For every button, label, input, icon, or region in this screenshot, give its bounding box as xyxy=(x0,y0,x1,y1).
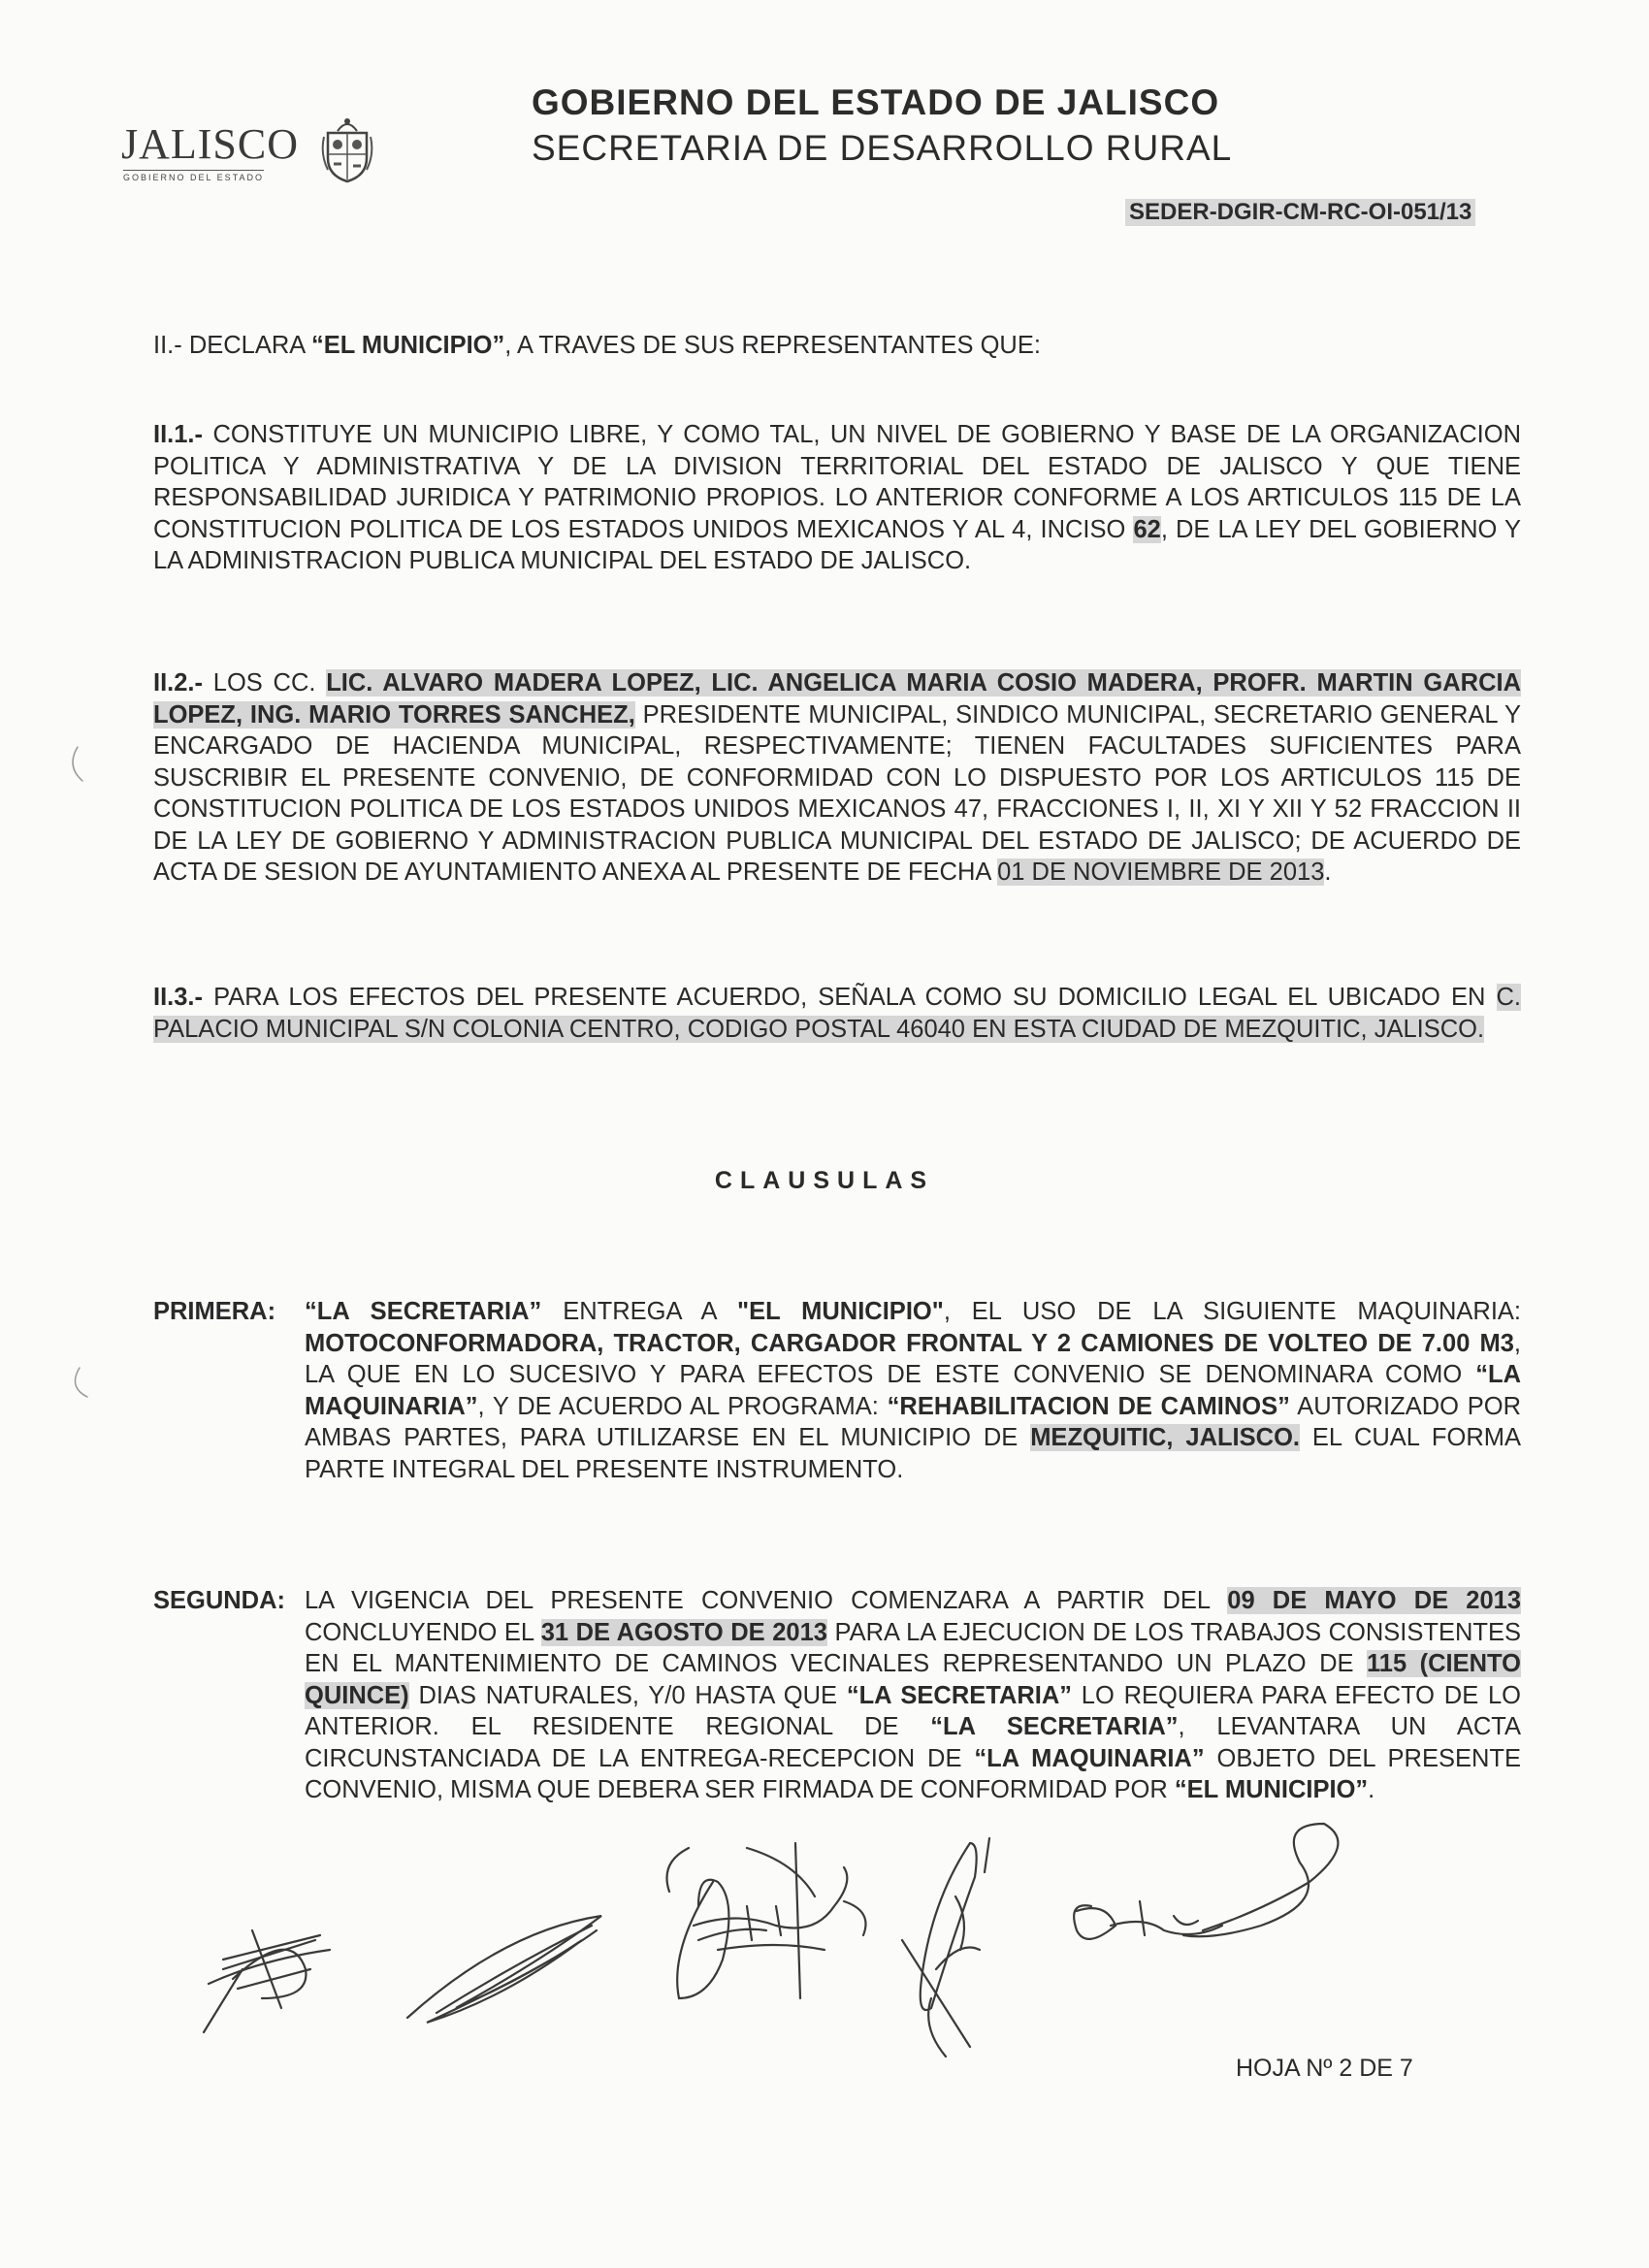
signature-5 xyxy=(1074,1824,1338,1939)
paragraph-ii-2-date: 01 DE NOVIEMBRE DE 2013 xyxy=(997,859,1325,886)
clausulas-heading: CLAUSULAS xyxy=(714,1167,935,1194)
clause-segunda xyxy=(153,1585,1521,1806)
scan-mark-1 xyxy=(73,747,82,781)
section-ii-heading xyxy=(153,330,1521,362)
segunda-text-2: CONCLUYENDO EL xyxy=(305,1618,541,1646)
primera-machinery-list: MOTOCONFORMADORA, TRACTOR, CARGADOR FRONTAL Y 2 CAMIONES DE VOLTEO DE 7.00 M3 xyxy=(305,1329,1514,1357)
segunda-municipio: “EL MUNICIPIO” xyxy=(1174,1776,1369,1803)
segunda-text-8: . xyxy=(1368,1776,1375,1803)
segunda-secretaria-1: “LA SECRETARIA” xyxy=(846,1681,1073,1709)
state-seal-icon xyxy=(320,115,374,183)
segunda-end-date: 31 DE AGOSTO DE 2013 xyxy=(540,1618,827,1646)
primera-maquinaria: “LA MAQUINARIA” xyxy=(305,1361,1521,1420)
paragraph-ii-2-text-3: . xyxy=(1324,859,1332,886)
segunda-text-6: , LEVANTARA UN ACTA CIRCUNSTANCIADA DE LA ENTREGA-RECEPCION DE xyxy=(305,1713,1521,1772)
paragraph-ii-3 xyxy=(153,982,1521,1045)
primera-text-4: , Y DE ACUERDO AL PROGRAMA: xyxy=(477,1392,888,1420)
paragraph-ii-1-inciso: 62 xyxy=(1133,515,1161,543)
logo-subtext: GOBIERNO DEL ESTADO xyxy=(123,170,264,182)
segunda-text-3: PARA LA EJECUCION DE LOS TRABAJOS CONSISTENTES EN EL MANTENIMIENTO DE CAMINOS VECINALES REPRESENTANDO UN PLAZO DE xyxy=(305,1618,1521,1677)
paragraph-ii-3-text-1: PARA LOS EFECTOS DEL PRESENTE ACUERDO, SEÑALA COMO SU DOMICILIO LEGAL EL UBICADO EN xyxy=(203,984,1497,1011)
paragraph-ii-2-text-2: PRESIDENTE MUNICIPAL, SINDICO MUNICIPAL, SECRETARIO GENERAL Y ENCARGADO DE HACIENDA MUNICIPAL, RESPECTIVAMENTE; TIENEN FACULTADES SUFICIENTES PARA SUSCRIBIR EL PRESENTE CONVENIO, DE CONFORMIDAD CON LO DISPUESTO POR LOS ARTICULOS 115 DE CONSTITUCION POLITICA DE LOS ESTADOS UNIDOS MEXICANOS 47, FRACCIONES I, II, XI Y XII Y 52 FRACCION II DE LA LEY DE GOBIERNO Y ADMINISTRACION PUBLICA MUNICIPAL DEL ESTADO DE JALISCO; DE ACUERDO DE ACTA DE SESION DE AYUNTAMIENTO ANEXA AL PRESENTE DE FECHA xyxy=(153,700,1521,886)
signature-1 xyxy=(204,1930,330,2032)
clause-primera-label: PRIMERA: xyxy=(153,1298,276,1325)
section-ii-municipio: “EL MUNICIPIO” xyxy=(310,332,505,359)
section-ii-prefix: II.- DECLARA xyxy=(153,332,311,359)
primera-text-2: , EL USO DE LA SIGUIENTE MAQUINARIA: xyxy=(943,1298,1521,1325)
primera-program: “REHABILITACION DE CAMINOS” xyxy=(887,1392,1290,1420)
paragraph-ii-2-number: II.2.- xyxy=(153,669,204,697)
segunda-text-4: DIAS NATURALES, Y/0 HASTA QUE xyxy=(408,1681,847,1709)
signature-3 xyxy=(667,1843,866,1998)
jalisco-logo xyxy=(121,112,373,189)
primera-text-5: AUTORIZADO POR AMBAS PARTES, PARA UTILIZARSE EN EL MUNICIPIO DE xyxy=(305,1392,1522,1451)
paragraph-ii-2-text-1: LOS CC. xyxy=(203,669,327,697)
paragraph-ii-3-number: II.3.- xyxy=(153,984,204,1011)
primera-secretaria: “LA SECRETARIA” xyxy=(305,1298,542,1325)
clause-segunda-label: SEGUNDA: xyxy=(153,1587,286,1614)
scan-mark-2 xyxy=(76,1368,88,1397)
segunda-term-days: 115 (CIENTO QUINCE) xyxy=(305,1650,1522,1709)
paragraph-ii-1 xyxy=(153,419,1521,577)
paragraph-ii-2 xyxy=(153,667,1521,889)
segunda-secretaria-2: “LA SECRETARIA” xyxy=(930,1713,1179,1740)
segunda-text-1: LA VIGENCIA DEL PRESENTE CONVENIO COMENZARA A PARTIR DEL xyxy=(305,1587,1228,1614)
paragraph-ii-3-address: C. PALACIO MUNICIPAL S/N COLONIA CENTRO, CODIGO POSTAL 46040 EN ESTA CIUDAD DE MEZQUITIC, JALISCO. xyxy=(153,984,1521,1043)
clause-primera xyxy=(153,1296,1521,1485)
primera-text-1: ENTREGA A xyxy=(541,1298,738,1325)
paragraph-ii-1-number: II.1.- xyxy=(153,421,204,448)
header-subtitle: SECRETARIA DE DESARROLLO RURAL xyxy=(532,128,1233,168)
segunda-start-date: 09 DE MAYO DE 2013 xyxy=(1227,1587,1521,1614)
segunda-text-7: OBJETO DEL PRESENTE CONVENIO, MISMA QUE DEBERA SER FIRMADA DE CONFORMIDAD POR xyxy=(305,1744,1521,1803)
paragraph-ii-1-text-2: , DE LA LEY DEL GOBIERNO Y LA ADMINISTRACION PUBLICA MUNICIPAL DEL ESTADO DE JALISCO. xyxy=(153,515,1521,574)
section-ii-suffix: , A TRAVES DE SUS REPRESENTANTES QUE: xyxy=(504,332,1041,359)
reference-number: SEDER-DGIR-CM-RC-OI-051/13 xyxy=(1125,199,1475,226)
signature-4 xyxy=(902,1838,989,2057)
primera-municipio: "EL MUNICIPIO" xyxy=(737,1298,944,1325)
segunda-text-5: LO REQUIERA PARA EFECTO DE LO ANTERIOR. EL RESIDENTE REGIONAL DE xyxy=(305,1681,1521,1740)
header-title: GOBIERNO DEL ESTADO DE JALISCO xyxy=(532,82,1220,122)
clause-segunda-text xyxy=(305,1585,1521,1806)
page-number: HOJA Nº 2 DE 7 xyxy=(1236,2055,1413,2082)
segunda-maquinaria: “LA MAQUINARIA” xyxy=(974,1744,1205,1772)
primera-text-3: , LA QUE EN LO SUCESIVO Y PARA EFECTOS DE ESTE CONVENIO SE DENOMINARA COMO xyxy=(305,1329,1521,1388)
paragraph-ii-2-names: LIC. ALVARO MADERA LOPEZ, LIC. ANGELICA MARIA COSIO MADERA, PROFR. MARTIN GARCIA LOPEZ, ING. MARIO TORRES SANCHEZ, xyxy=(153,669,1521,729)
primera-text-6: EL CUAL FORMA PARTE INTEGRAL DEL PRESENTE INSTRUMENTO. xyxy=(305,1424,1521,1483)
paragraph-ii-1-text-1: CONSTITUYE UN MUNICIPIO LIBRE, Y COMO TAL, UN NIVEL DE GOBIERNO Y BASE DE LA ORGANIZACION POLITICA Y ADMINISTRATIVA Y DE LA DIVISION TERRITORIAL DEL ESTADO DE JALISCO Y QUE TIENE RESPONSABILIDAD JURIDICA Y PATRIMONIO PROPIOS. LO ANTERIOR CONFORME A LOS ARTICULOS 115 DE LA CONSTITUCION POLITICA DE LOS ESTADOS UNIDOS MEXICANOS Y AL 4, INCISO xyxy=(153,421,1521,543)
primera-municipality-name: MEZQUITIC, JALISCO. xyxy=(1030,1424,1300,1451)
signature-2 xyxy=(407,1916,601,2023)
logo-wordmark: JALISCO xyxy=(121,120,300,168)
clause-primera-text xyxy=(305,1296,1521,1485)
